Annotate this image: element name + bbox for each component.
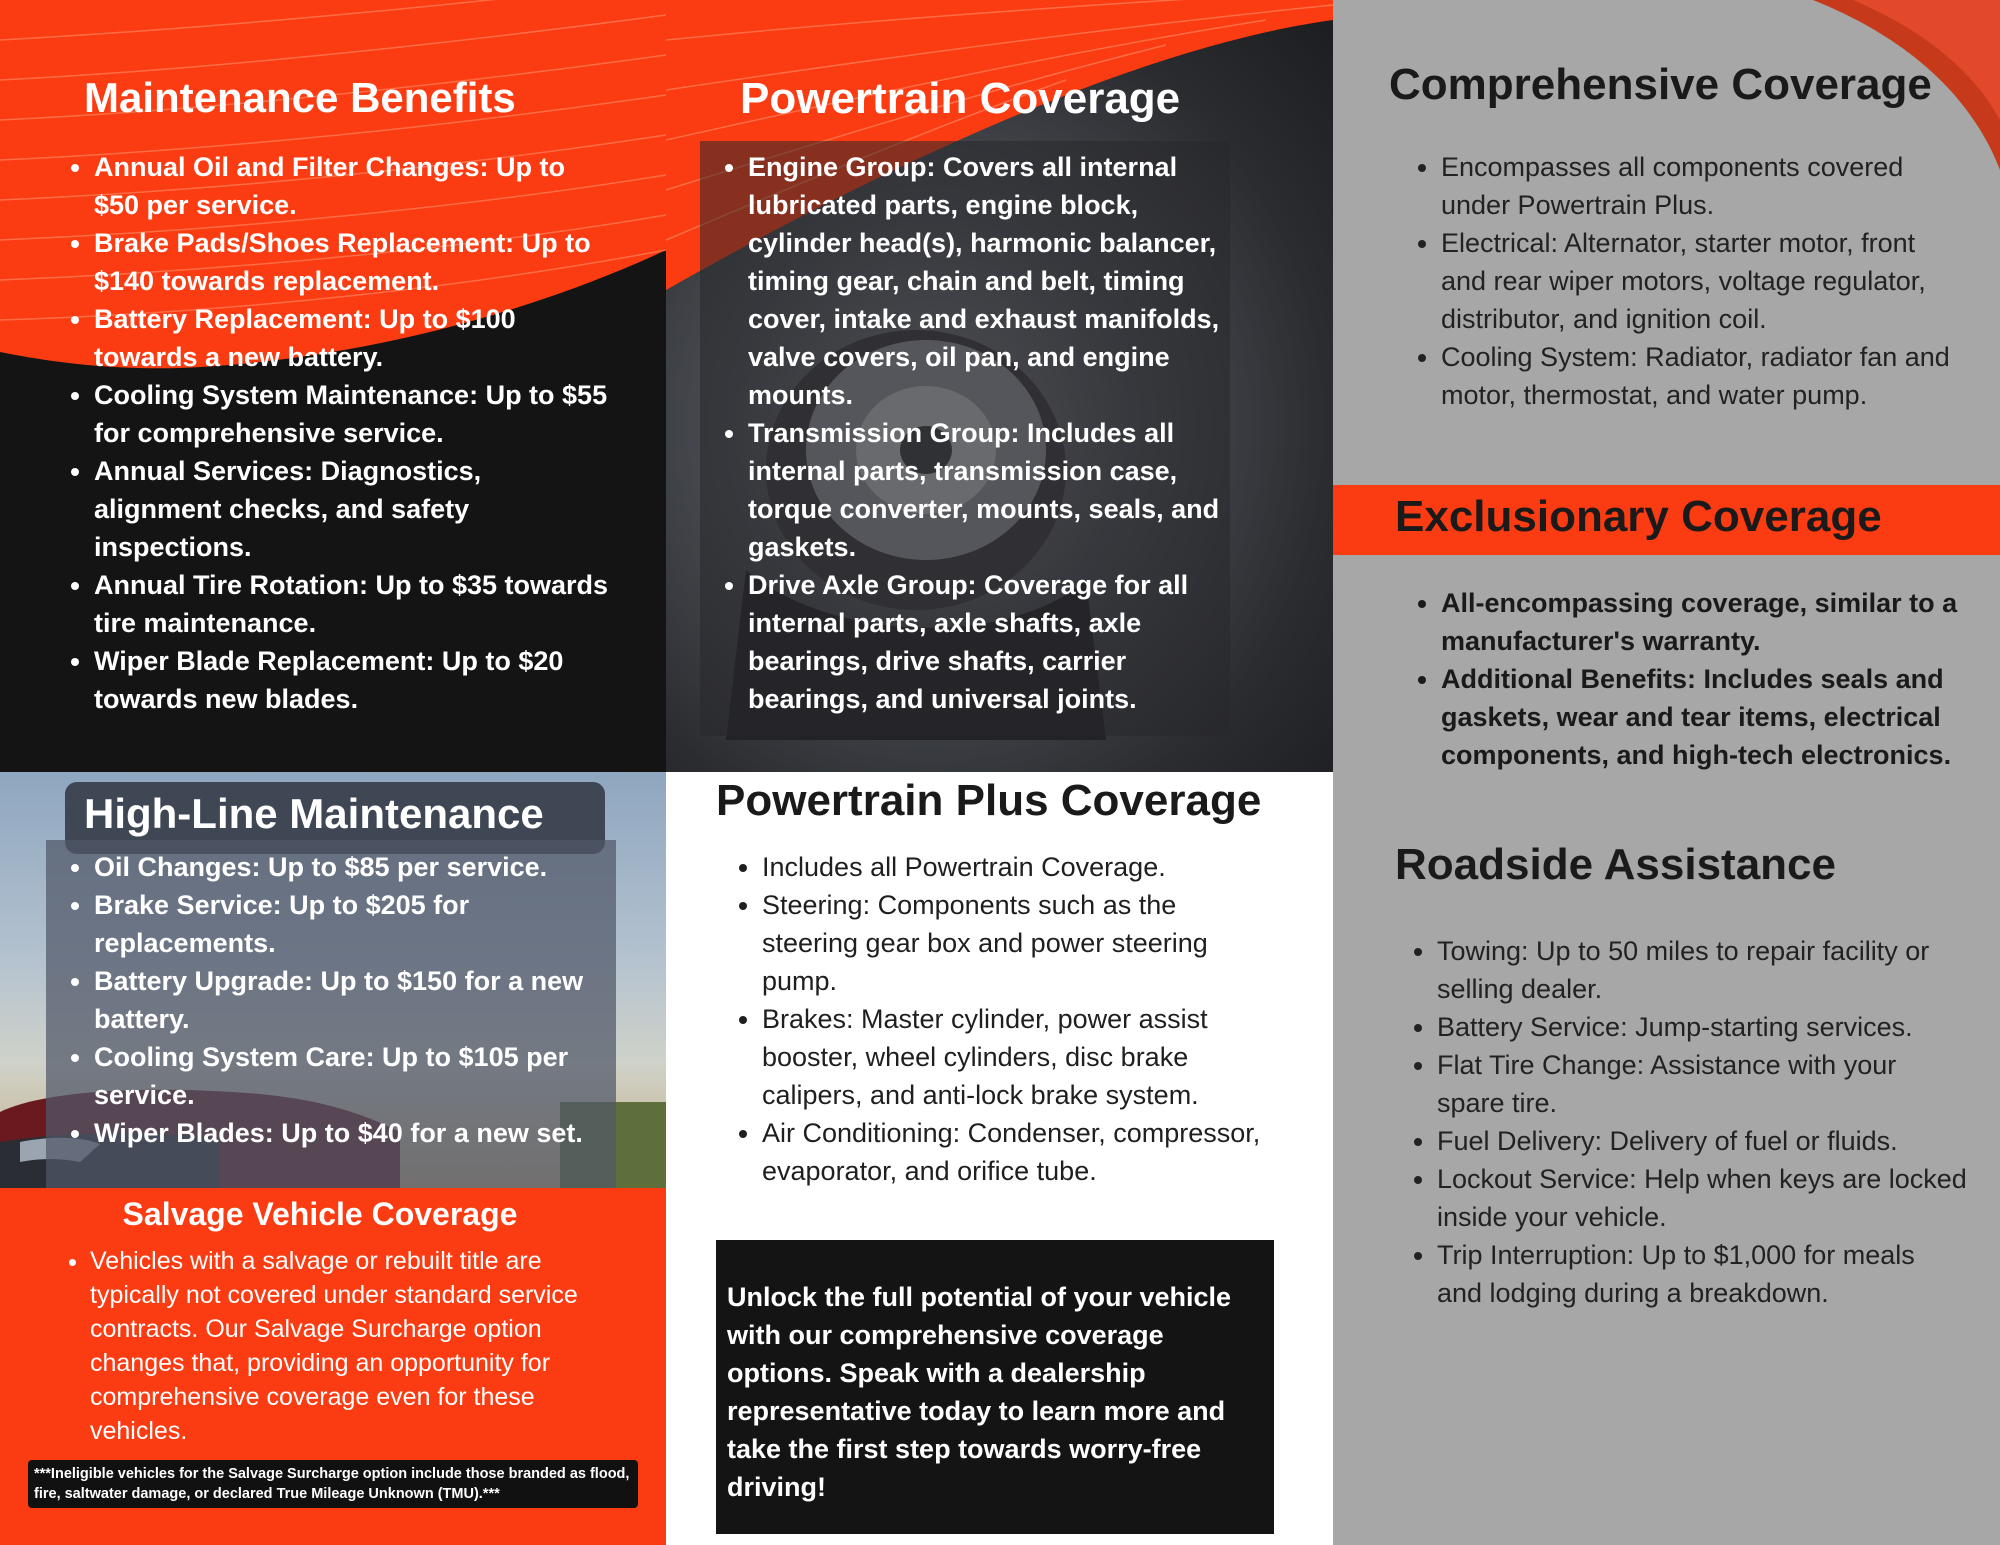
exclusionary-coverage-title: Exclusionary Coverage <box>1395 492 1882 541</box>
powertrain-coverage-list <box>748 148 1228 718</box>
list-item: • Wiper Blades: Up to $40 for a new set. <box>94 1114 614 1152</box>
salvage-vehicle-list <box>90 1244 610 1448</box>
maintenance-benefits-panel <box>0 0 666 772</box>
list-item: • Annual Services: Diagnostics, alignment checks, and safety inspections. <box>94 452 614 566</box>
roadside-assistance-title: Roadside Assistance <box>1395 840 1836 889</box>
list-item: • Vehicles with a salvage or rebuilt title are typically not covered under standard service contracts. Our Salvage Surcharge option changes that, providing an opportunity for comprehensive coverage even for these vehicles. <box>90 1244 610 1448</box>
powertrain-plus-panel <box>666 772 1333 1545</box>
list-item: • Lockout Service: Help when keys are locked inside your vehicle. <box>1437 1160 1967 1236</box>
call-to-action-box: Unlock the full potential of your vehicle with our comprehensive coverage options. Speak with a dealership representative today to learn more and take the first step towards worry-free driving! <box>716 1240 1274 1534</box>
list-item: • Wiper Blade Replacement: Up to $20 towards new blades. <box>94 642 614 718</box>
list-item: • Includes all Powertrain Coverage. <box>762 848 1262 886</box>
list-item: • Annual Tire Rotation: Up to $35 towards tire maintenance. <box>94 566 614 642</box>
list-item: • Air Conditioning: Condenser, compressor, evaporator, and orifice tube. <box>762 1114 1262 1190</box>
comprehensive-coverage-list <box>1441 148 1961 414</box>
maintenance-benefits-title: Maintenance Benefits <box>84 74 516 121</box>
comprehensive-coverage-title: Comprehensive Coverage <box>1389 60 1932 109</box>
list-item: • Trip Interruption: Up to $1,000 for meals and lodging during a breakdown. <box>1437 1236 1967 1312</box>
list-item: • Battery Replacement: Up to $100 towards a new battery. <box>94 300 614 376</box>
list-item: • Annual Oil and Filter Changes: Up to $50 per service. <box>94 148 614 224</box>
list-item: • Towing: Up to 50 miles to repair facility or selling dealer. <box>1437 932 1967 1008</box>
salvage-ineligible-note: ***Ineligible vehicles for the Salvage Surcharge option include those branded as flood, fire, saltwater damage, or declared True Mileage Unknown (TMU).*** <box>28 1460 638 1508</box>
list-item: • Fuel Delivery: Delivery of fuel or fluids. <box>1437 1122 1967 1160</box>
maintenance-benefits-list <box>94 148 614 718</box>
list-item: • All-encompassing coverage, similar to a manufacturer's warranty. <box>1441 584 1961 660</box>
list-item: • Flat Tire Change: Assistance with your spare tire. <box>1437 1046 1967 1122</box>
right-coverage-panel <box>1333 0 2000 1545</box>
high-line-maintenance-title: High-Line Maintenance <box>84 790 544 837</box>
list-item: • Encompasses all components covered under Powertrain Plus. <box>1441 148 1961 224</box>
salvage-vehicle-title: Salvage Vehicle Coverage <box>122 1196 518 1232</box>
exclusionary-coverage-list <box>1441 584 1961 774</box>
list-item: • Steering: Components such as the steering gear box and power steering pump. <box>762 886 1262 1000</box>
list-item: • Battery Upgrade: Up to $150 for a new battery. <box>94 962 614 1038</box>
powertrain-plus-list <box>762 848 1262 1190</box>
list-item: • Cooling System: Radiator, radiator fan and motor, thermostat, and water pump. <box>1441 338 1961 414</box>
list-item: • Oil Changes: Up to $85 per service. <box>94 848 614 886</box>
list-item: • Battery Service: Jump-starting services. <box>1437 1008 1967 1046</box>
list-item: • Transmission Group: Includes all internal parts, transmission case, torque converter, mounts, seals, and gaskets. <box>748 414 1228 566</box>
high-line-maintenance-panel <box>0 772 666 1188</box>
salvage-vehicle-panel <box>0 1188 666 1545</box>
list-item: • Additional Benefits: Includes seals and gaskets, wear and tear items, electrical components, and high-tech electronics. <box>1441 660 1961 774</box>
roadside-assistance-list <box>1437 932 1967 1312</box>
list-item: • Brakes: Master cylinder, power assist booster, wheel cylinders, disc brake calipers, and anti-lock brake system. <box>762 1000 1262 1114</box>
list-item: • Cooling System Care: Up to $105 per service. <box>94 1038 614 1114</box>
list-item: • Drive Axle Group: Coverage for all internal parts, axle shafts, axle bearings, drive shafts, carrier bearings, and universal joints. <box>748 566 1228 718</box>
list-item: • Engine Group: Covers all internal lubricated parts, engine block, cylinder head(s), harmonic balancer, timing gear, chain and belt, timing cover, intake and exhaust manifolds, valve covers, oil pan, and engine mounts. <box>748 148 1228 414</box>
high-line-maintenance-list <box>94 848 614 1152</box>
list-item: • Electrical: Alternator, starter motor, front and rear wiper motors, voltage regulator, distributor, and ignition coil. <box>1441 224 1961 338</box>
powertrain-coverage-title: Powertrain Coverage <box>740 74 1181 123</box>
list-item: • Brake Service: Up to $205 for replacements. <box>94 886 614 962</box>
list-item: • Brake Pads/Shoes Replacement: Up to $140 towards replacement. <box>94 224 614 300</box>
powertrain-coverage-panel <box>666 0 1333 772</box>
powertrain-plus-title: Powertrain Plus Coverage <box>716 776 1262 825</box>
list-item: • Cooling System Maintenance: Up to $55 for comprehensive service. <box>94 376 614 452</box>
